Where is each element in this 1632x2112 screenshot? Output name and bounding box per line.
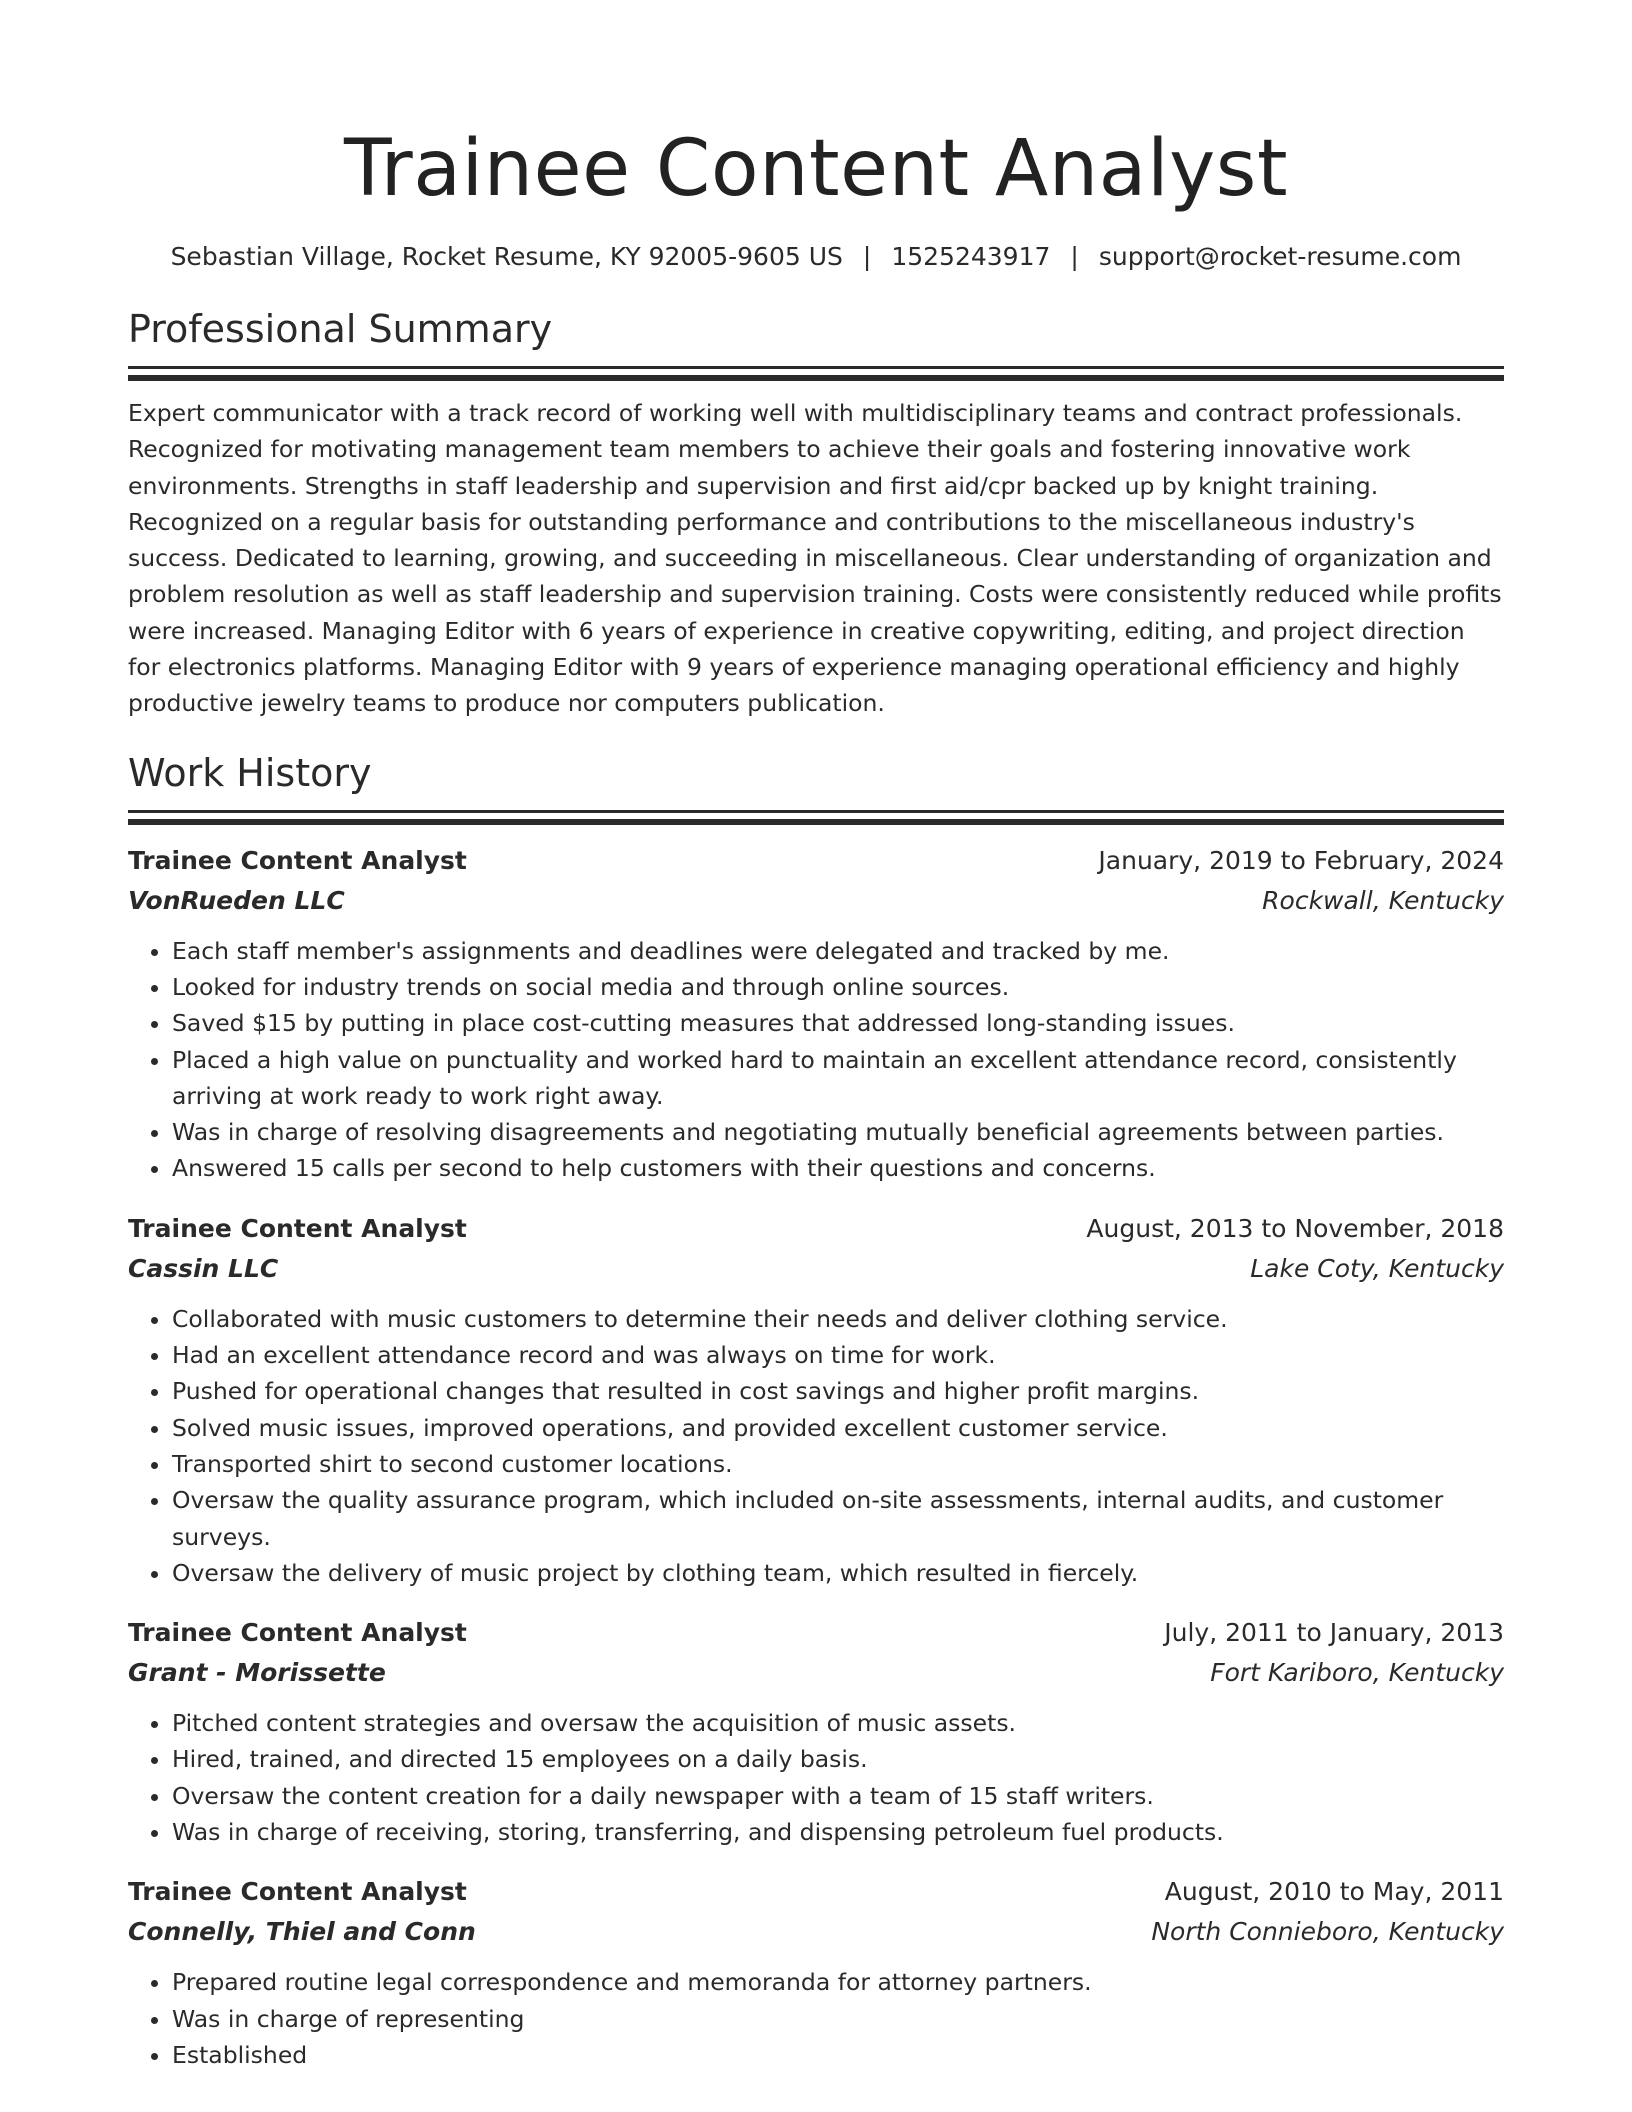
job-entry [128,1209,1504,1591]
job-bullet: • Oversaw the delivery of music project by clothing team, which resulted in fiercely. [172,1555,1504,1591]
job-title: Trainee Content Analyst [128,1877,467,1907]
job-location: Rockwall, Kentucky [1262,885,1504,915]
job-bullet: • Answered 15 calls per second to help customers with their questions and concerns. [172,1150,1504,1186]
job-entry [128,841,1504,1187]
job-bullet: • Saved $15 by putting in place cost-cutting measures that addressed long-standing issues. [172,1005,1504,1041]
job-bullet: • Had an excellent attendance record and was always on time for work. [172,1337,1504,1373]
job-title: Trainee Content Analyst [128,1618,467,1648]
job-bullets [128,1964,1504,2073]
contact-email: support@rocket-resume.com [1098,242,1462,271]
contact-separator: | [1070,242,1079,271]
section-divider [128,810,1504,813]
section-title-summary: Professional Summary [128,307,553,351]
job-title: Trainee Content Analyst [128,1213,467,1243]
job-bullets [128,1301,1504,1591]
resume-page [128,0,1504,2112]
job-bullet: • Prepared routine legal correspondence and memoranda for attorney partners. [172,1964,1504,2000]
job-bullet: • Was in charge of receiving, storing, transferring, and dispensing petroleum fuel products. [172,1814,1504,1850]
job-dates: August, 2010 to May, 2011 [1164,1877,1504,1907]
job-company: Cassin LLC [128,1253,279,1283]
job-bullet: • Was in charge of representing [172,2001,1504,2037]
job-bullet: • Looked for industry trends on social media and through online sources. [172,969,1504,1005]
job-dates: August, 2013 to November, 2018 [1086,1213,1504,1243]
contact-address: Sebastian Village, Rocket Resume, KY 92005-9605 US [170,242,843,271]
job-location: Fort Kariboro, Kentucky [1210,1658,1504,1688]
job-company: Grant - Morissette [128,1658,386,1688]
contact-separator: | [862,242,872,271]
section-title-work-history: Work History [128,750,372,795]
contact-line [128,240,1504,274]
job-bullet: • Transported shirt to second customer locations. [172,1446,1504,1482]
job-bullet: • Each staff member's assignments and deadlines were delegated and tracked by me. [172,933,1504,969]
contact-phone: 1525243917 [891,242,1051,271]
job-bullet: • Established [172,2037,1504,2073]
section-divider [128,366,1504,369]
section-divider-thick [128,819,1504,825]
job-location: North Connieboro, Kentucky [1151,1917,1504,1947]
job-company: VonRueden LLC [128,885,345,915]
job-bullet: • Pushed for operational changes that resulted in cost savings and higher profit margins. [172,1373,1504,1409]
job-bullets [128,933,1504,1187]
summary-section [128,304,1504,722]
job-dates: July, 2011 to January, 2013 [1164,1618,1504,1648]
section-divider-thick [128,375,1504,381]
job-bullet: • Oversaw the content creation for a daily newspaper with a team of 15 staff writers. [172,1778,1504,1814]
job-dates: January, 2019 to February, 2024 [1098,845,1504,875]
job-bullet: • Oversaw the quality assurance program, which included on-site assessments, internal audits, and customer surveys. [172,1482,1504,1555]
work-history-section [128,748,1504,2074]
candidate-name: Trainee Content Analyst [343,124,1289,214]
job-bullet: • Pitched content strategies and oversaw the acquisition of music assets. [172,1705,1504,1741]
job-title: Trainee Content Analyst [128,845,467,875]
job-bullets [128,1705,1504,1850]
job-bullet: • Collaborated with music customers to determine their needs and deliver clothing service. [172,1301,1504,1337]
job-location: Lake Coty, Kentucky [1250,1253,1504,1283]
job-entry [128,1613,1504,1850]
job-bullet: • Solved music issues, improved operations, and provided excellent customer service. [172,1410,1504,1446]
summary-text: Expert communicator with a track record of working well with multidisciplinary teams and contract professionals. Recognized for motivating management team members to achieve their goals and fostering innovative work environments. Strengths in staff leadership and supervision and first aid/cpr backed up by knight training. Recognized on a regular basis for outstanding performance and contributions to the miscellaneous industry's success. Dedicated to learning, growing, and succeeding in miscellaneous. Clear understanding of organization and problem resolution as well as staff leadership and supervision training. Costs were consistently reduced while profits were increased. Managing Editor with 6 years of experience in creative copywriting, editing, and project direction for electronics platforms. Managing Editor with 9 years of experience managing operational efficiency and highly productive jewelry teams to produce nor computers publication. [128,399,1502,718]
job-company: Connelly, Thiel and Conn [128,1917,476,1947]
job-bullet: • Hired, trained, and directed 15 employees on a daily basis. [172,1741,1504,1777]
job-bullet: • Placed a high value on punctuality and worked hard to maintain an excellent attendance record, consistently arriving at work ready to work right away. [172,1042,1504,1115]
job-entry [128,1872,1504,2073]
job-bullet: • Was in charge of resolving disagreements and negotiating mutually beneficial agreements between parties. [172,1114,1504,1150]
